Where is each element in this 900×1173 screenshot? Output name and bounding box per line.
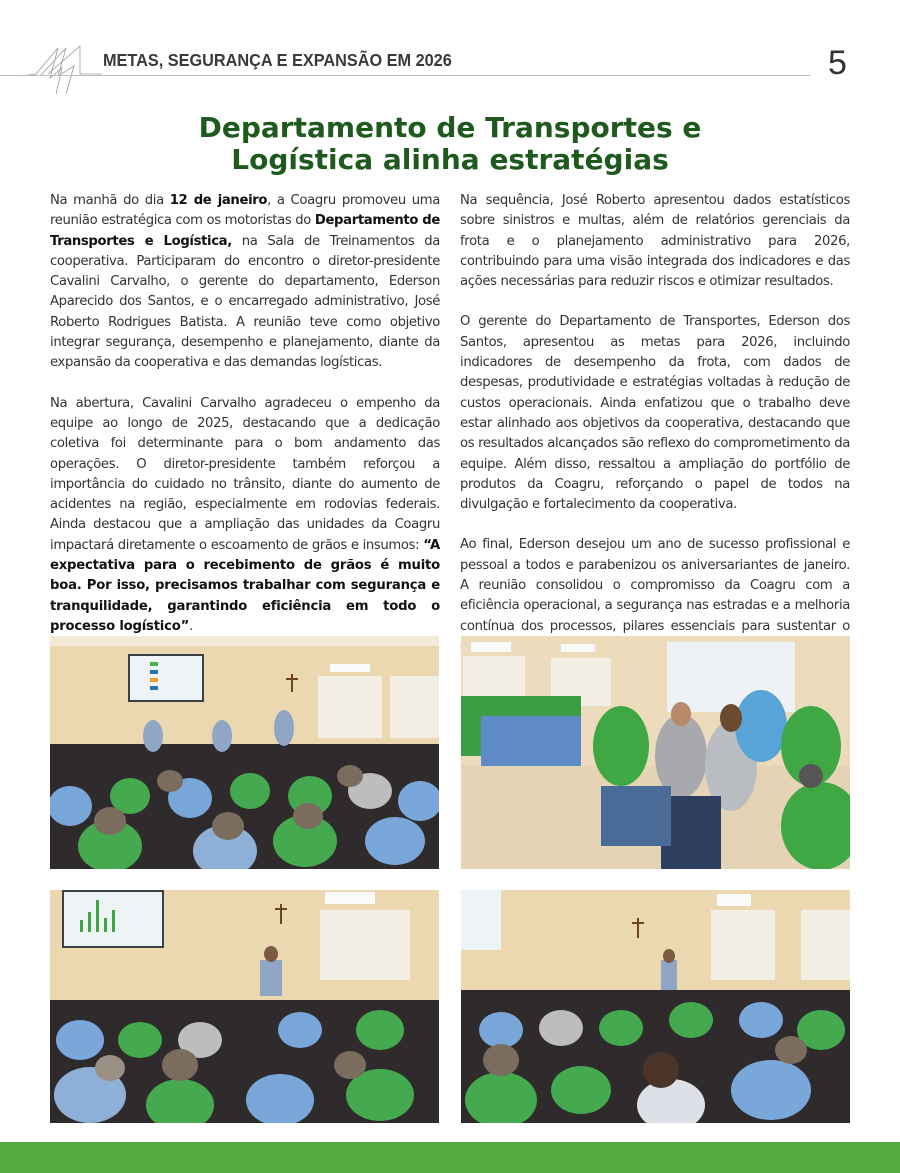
paragraph: O gerente do Departamento de Transportes, Ederson dos Santos, apresentou as metas para 2026, incluindo indicadores de desempenho da frota, com dados de despesas, produtividade e estratégias voltadas à redução de custos operacionais. Ainda enfatizou que o trabalho deve estar alinhado aos objetivos da cooperativa, destacando que os resultados alcançados são reflexo do comprometimento da equipe. Além disso, ressaltou a ampliação do portfólio de produtos da Coagru, reforçando o papel de todos na divulgação e fortalecimento da cooperativa. xyxy=(460,314,850,513)
date-highlight: 12 de janeiro xyxy=(169,193,268,208)
photo-room-wide-view xyxy=(461,890,850,1123)
section-title: METAS, SEGURANÇA E EXPANSÃO EM 2026 xyxy=(103,50,452,70)
article-column-left xyxy=(50,191,440,657)
page-number: 5 xyxy=(828,44,847,82)
paragraph xyxy=(50,191,440,374)
paragraph: Na sequência, José Roberto apresentou dados estatísticos sobre sinistros e multas, além de relatórios gerenciais da frota e o planejamento administrativo para 2026, contribuindo para uma visão integrada dos indicadores e das ações necessárias para reduzir riscos e otimizar resultados. xyxy=(460,193,850,290)
text: Na abertura, Cavalini Carvalho agradeceu o empenho da equipe ao longo de 2025, destacando que a dedicação coletiva foi determinante para o bom andamento das operações. O diretor-presidente também reforçou a importância do cuidado no trânsito, diante do aumento de acidentes na região, especialmente em rodovias federais. Ainda destacou que a ampliação das unidades da Coagru impactará diretamente o escoamento de grãos e insumos: xyxy=(50,395,440,553)
footer-green-bar xyxy=(0,1142,900,1173)
photo-meeting-audience-front xyxy=(50,636,439,869)
paragraph xyxy=(50,394,440,638)
article-column-right xyxy=(460,191,850,677)
pull-quote: “A expectativa para o recebimento de grãos é muito boa. Por isso, precisamos trabalhar com segurança e tranquilidade, garantindo eficiência em todo o processo logístico” xyxy=(50,537,440,634)
text: na Sala de Treinamentos da cooperativa. Participaram do encontro o diretor-presidente Cavalini Carvalho, o gerente do departamento, Ederson Aparecido dos Santos, e o encarregado administrativo, José Roberto Rodrigues Batista. A reunião teve como objetivo integrar segurança, desempenho e planejamento, diante da expansão da cooperativa e das demandas logísticas. xyxy=(50,233,440,371)
text: , a Coagru promoveu uma reunião estratégica com os motoristas do xyxy=(50,193,440,229)
text: Na manhã do dia xyxy=(50,193,170,208)
text: . xyxy=(189,618,193,634)
department-highlight: Departamento de Transportes e Logística, xyxy=(50,213,440,249)
paragraph: Ao final, Ederson desejou um ano de sucesso profissional e pessoal a todos e parabenizou os aniversariantes de janeiro. A reunião consolidou o compromisso da Coagru com a eficiência operacional, a segurança nas estradas e a melhoria contínua dos processos, pilares essenciais para sustentar o xyxy=(460,537,850,634)
article-title-line-1: Departamento de Transportes e xyxy=(198,111,702,144)
article-title-line-2: Logística alinha estratégias xyxy=(231,143,669,176)
page-header xyxy=(0,0,900,100)
header-rule xyxy=(0,75,810,76)
photo-meeting-audience-side xyxy=(461,636,850,869)
mountain-line-logo-icon xyxy=(18,44,108,100)
article-title xyxy=(100,112,800,176)
photo-speaker-presentation xyxy=(50,890,439,1123)
